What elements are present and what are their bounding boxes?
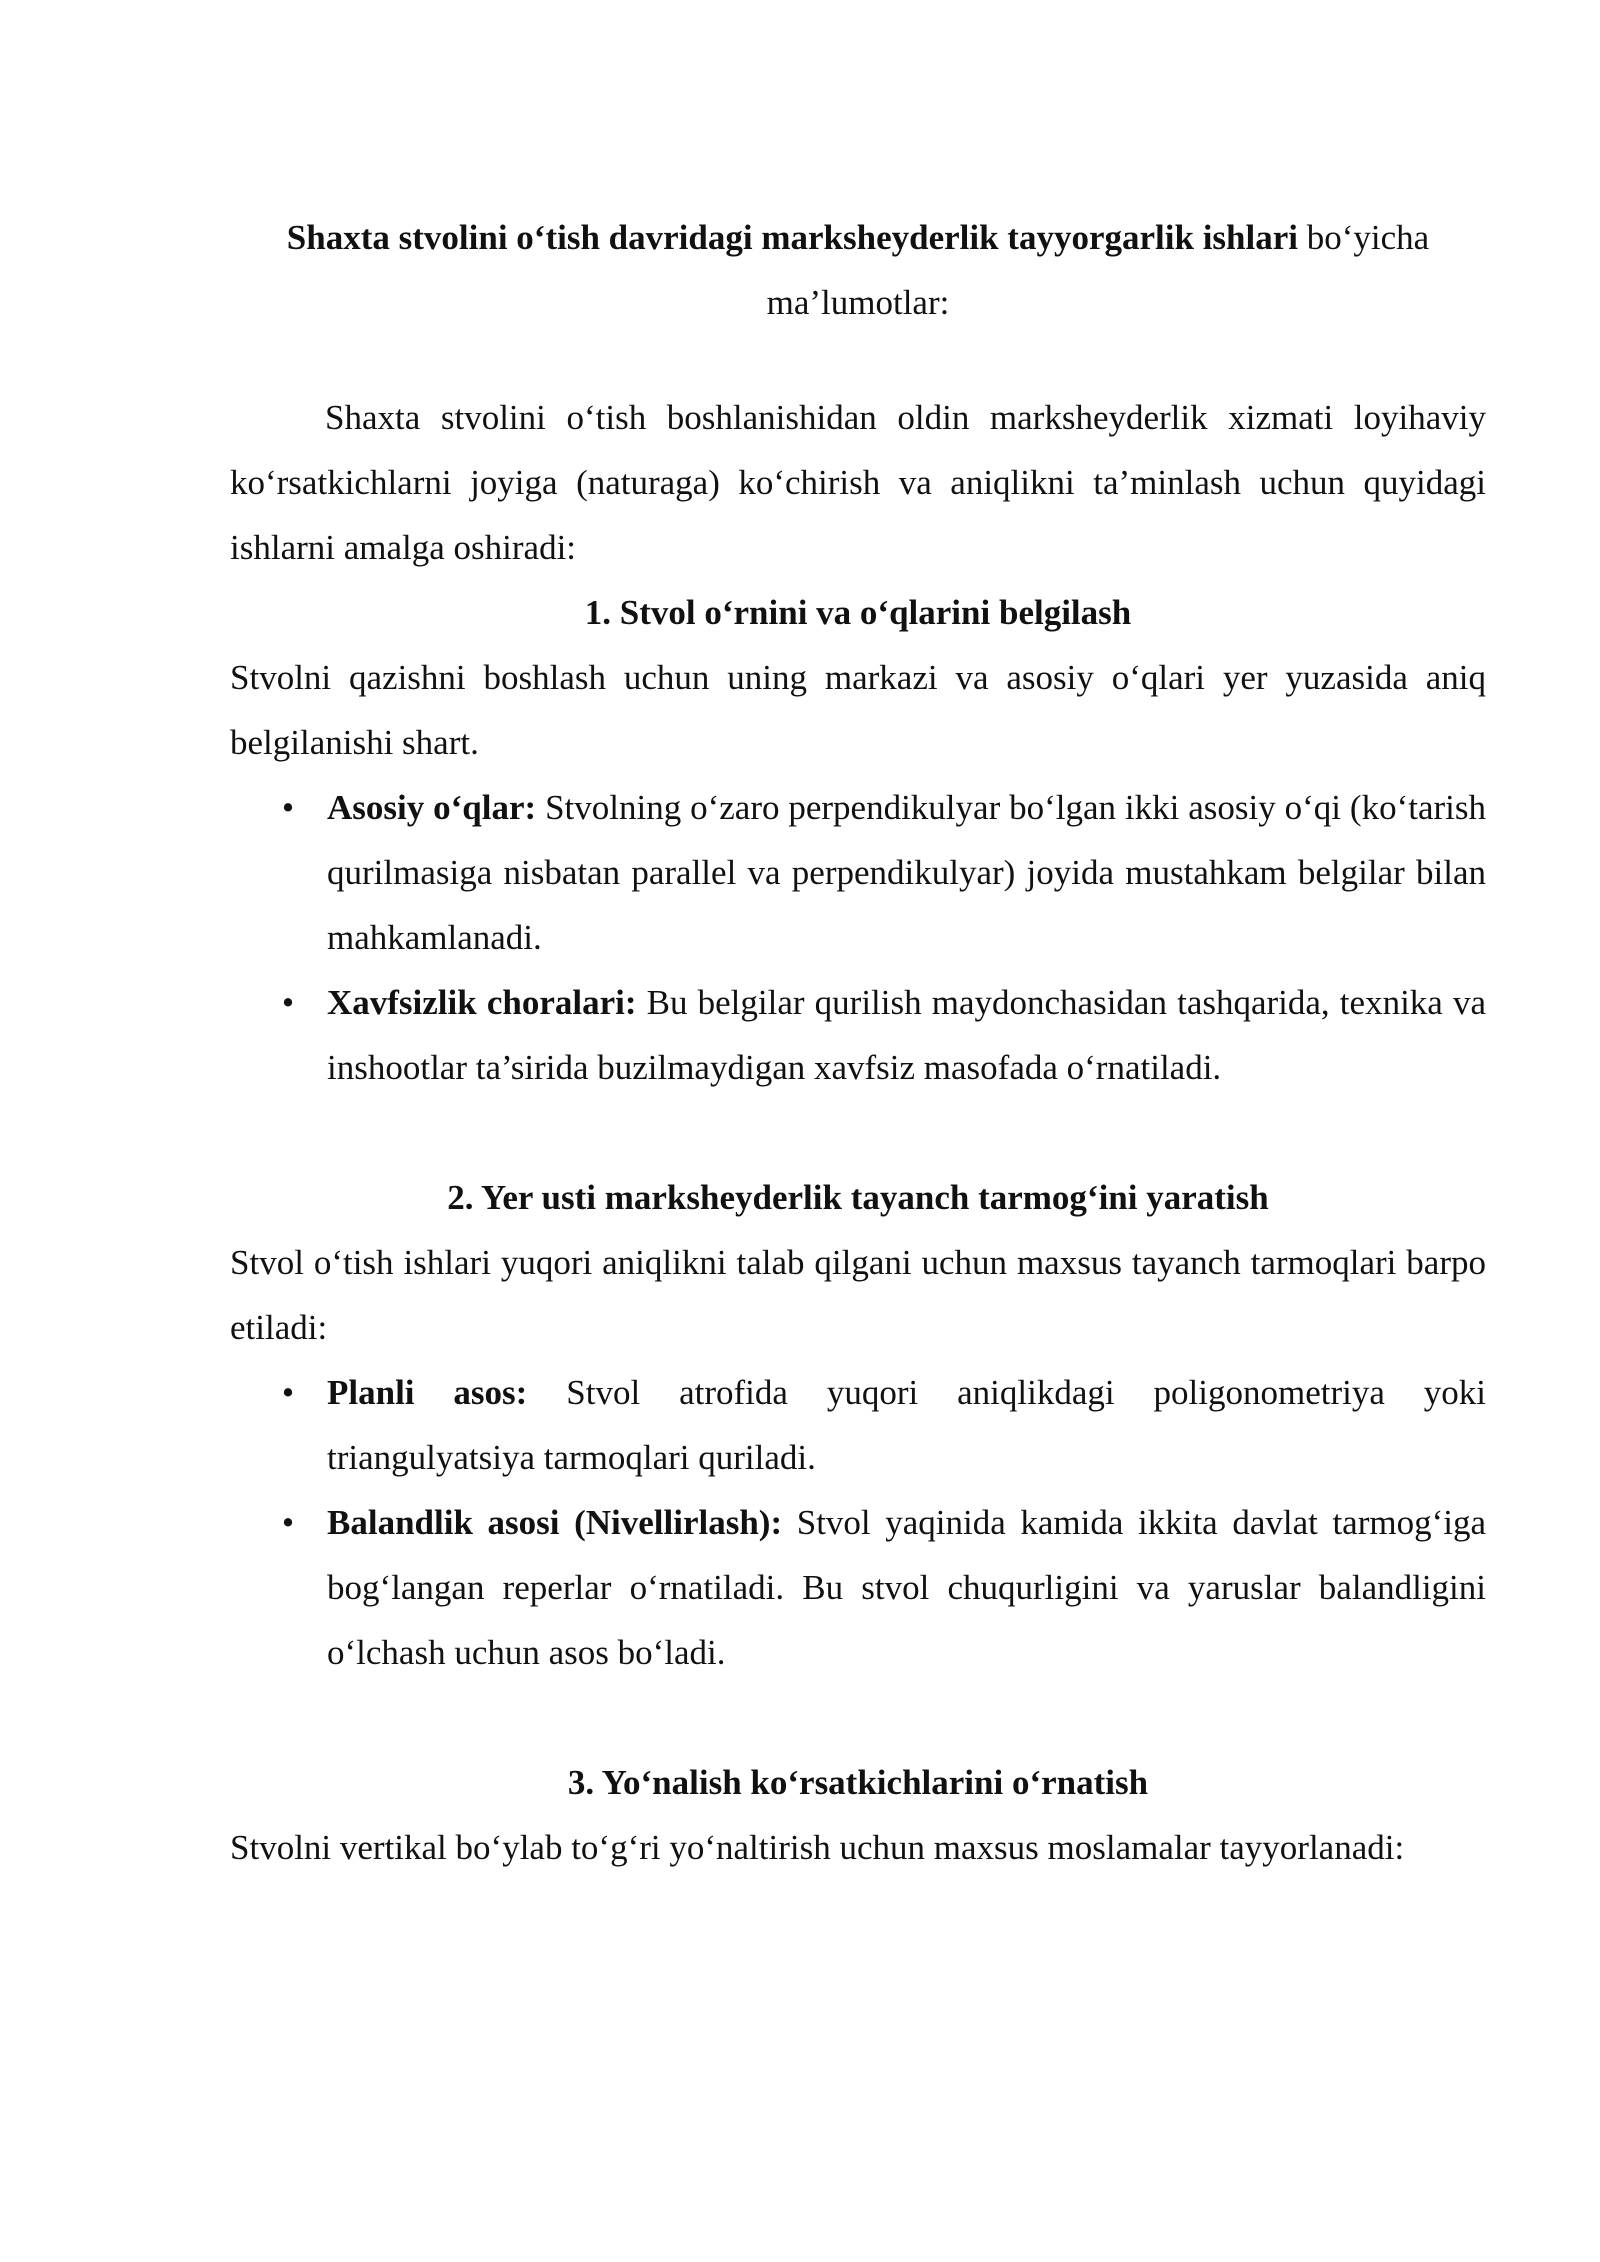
- list-item-label: Planli asos:: [327, 1373, 528, 1412]
- section-1-list: [230, 775, 1486, 1100]
- list-item-label: Asosiy o‘qlar:: [327, 788, 537, 827]
- list-item-text: Stvol atrofida yuqori aniqlikdagi poligonometriya yoki triangulyatsiya tarmoqlari quriladi.: [327, 1373, 1487, 1477]
- list-item: [230, 1490, 1486, 1685]
- list-item: [230, 775, 1486, 970]
- bullet-icon: •: [281, 788, 295, 827]
- section-2-list: [230, 1360, 1486, 1685]
- list-item-text: Bu belgilar qurilish maydonchasidan tashqarida, texnika va inshootlar ta’sirida buzilmaydigan xavfsiz masofada o‘rnatiladi.: [327, 983, 1486, 1087]
- title-bold: Shaxta stvolini o‘tish davridagi marksheyderlik tayyorgarlik ishlari: [286, 218, 1298, 257]
- section-1-heading: 1. Stvol o‘rnini va o‘qlarini belgilash: [584, 593, 1132, 632]
- section-3-text: Stvolni vertikal bo‘ylab to‘g‘ri yo‘naltirish uchun maxsus moslamalar tayyorlanadi:: [230, 1828, 1405, 1867]
- section-1-text: Stvolni qazishni boshlash uchun uning markazi va asosiy o‘qlari yer yuzasida aniq belgilanishi shart.: [230, 658, 1486, 762]
- list-item-text: Stvol yaqinida kamida ikkita davlat tarmog‘iga bog‘langan reperlar o‘rnatiladi. Bu stvol chuqurligini va yaruslar balandligini o‘lchash uchun asos bo‘ladi.: [327, 1503, 1486, 1672]
- bullet-icon: •: [281, 983, 295, 1022]
- list-item-label: Xavfsizlik choralari:: [327, 983, 637, 1022]
- list-item-text: Stvolning o‘zaro perpendikulyar bo‘lgan ikki asosiy o‘qi (ko‘tarish qurilmasiga nisbatan parallel va perpendikulyar) joyida mustahkam belgilar bilan mahkamlanadi.: [327, 788, 1486, 957]
- list-item-label: Balandlik asosi (Nivellirlash):: [327, 1503, 783, 1542]
- intro-paragraph: Shaxta stvolini o‘tish boshlanishidan oldin marksheyderlik xizmati loyihaviy ko‘rsatkichlarni joyiga (naturaga) ko‘chirish va aniqlikni ta’minlash uchun quyidagi ishlarni amalga oshiradi:: [230, 398, 1486, 567]
- section-2-heading: 2. Yer usti marksheyderlik tayanch tarmog‘ini yaratish: [447, 1178, 1269, 1217]
- document-page: [230, 205, 1486, 1880]
- section-2-text: Stvol o‘tish ishlari yuqori aniqlikni talab qilgani uchun maxsus tayanch tarmoqlari barpo etiladi:: [230, 1243, 1486, 1347]
- list-item: [230, 1360, 1486, 1490]
- section-3-heading: 3. Yo‘nalish ko‘rsatkichlarini o‘rnatish: [567, 1763, 1149, 1802]
- title-normal: bo‘yicha ma’lumotlar:: [766, 218, 1430, 322]
- bullet-icon: •: [281, 1503, 295, 1542]
- bullet-icon: •: [281, 1373, 295, 1412]
- document-title: [230, 205, 1486, 335]
- list-item: [230, 970, 1486, 1100]
